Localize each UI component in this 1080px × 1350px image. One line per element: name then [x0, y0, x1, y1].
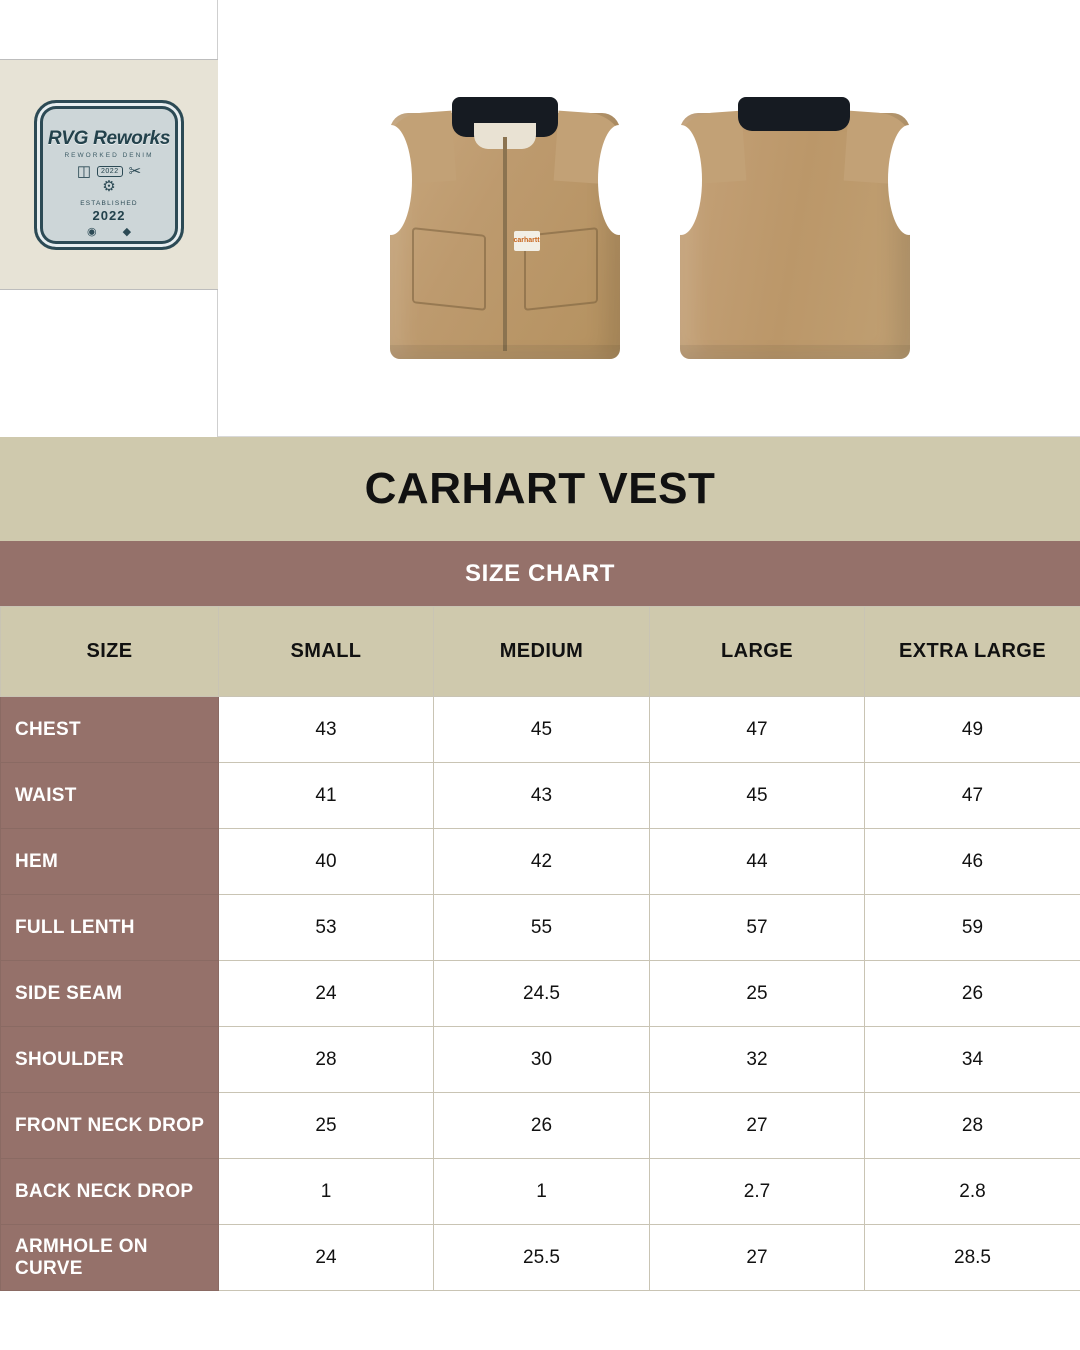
established-year: 2022	[92, 207, 126, 223]
needle-icon: ◆	[122, 225, 132, 238]
brand-logo-cell	[0, 0, 218, 437]
cell-side-seam-medium: 24.5	[434, 961, 650, 1027]
vest-front-armhole-left	[370, 125, 412, 235]
brand-tagline: REWORKED DENIM	[64, 151, 154, 159]
cell-front-neck-drop-large: 27	[650, 1093, 865, 1159]
sewing-machine-icon: ⚙	[102, 177, 116, 195]
vest-front-zipper	[503, 137, 507, 351]
cell-hem-extra-large: 46	[865, 829, 1080, 895]
carhartt-label	[514, 231, 540, 251]
column-header-extra-large: EXTRA LARGE	[865, 607, 1080, 697]
vest-front-image	[390, 79, 620, 359]
cell-shoulder-medium: 30	[434, 1027, 650, 1093]
carhartt-label-text: carhartt	[513, 237, 540, 244]
cell-front-neck-drop-medium: 26	[434, 1093, 650, 1159]
cell-side-seam-extra-large: 26	[865, 961, 1080, 1027]
row-header-side-seam: SIDE SEAM	[1, 961, 219, 1027]
cell-armhole-on-curve-medium: 25.5	[434, 1225, 650, 1291]
row-header-armhole-on-curve: ARMHOLE ON CURVE	[1, 1225, 219, 1291]
cell-shoulder-small: 28	[219, 1027, 434, 1093]
table-row	[1, 961, 1080, 1027]
product-title-bar	[0, 437, 1080, 541]
cell-full-length-large: 57	[650, 895, 865, 961]
table-row	[1, 895, 1080, 961]
vest-back-armhole-right	[888, 125, 930, 235]
cell-back-neck-drop-small: 1	[219, 1159, 434, 1225]
table-row	[1, 697, 1080, 763]
row-header-hem: HEM	[1, 829, 219, 895]
table-row	[1, 1159, 1080, 1225]
cell-chest-extra-large: 49	[865, 697, 1080, 763]
cell-hem-medium: 42	[434, 829, 650, 895]
brand-logo-patch	[34, 100, 184, 250]
cell-waist-small: 41	[219, 763, 434, 829]
table-row	[1, 1093, 1080, 1159]
cell-shoulder-extra-large: 34	[865, 1027, 1080, 1093]
cell-side-seam-small: 24	[219, 961, 434, 1027]
cell-side-seam-large: 25	[650, 961, 865, 1027]
cell-waist-extra-large: 47	[865, 763, 1080, 829]
cell-front-neck-drop-extra-large: 28	[865, 1093, 1080, 1159]
cell-full-length-small: 53	[219, 895, 434, 961]
table-row	[1, 1225, 1080, 1291]
vest-back-hem	[680, 345, 910, 359]
product-images	[219, 0, 1080, 437]
cell-back-neck-drop-large: 2.7	[650, 1159, 865, 1225]
cell-back-neck-drop-medium: 1	[434, 1159, 650, 1225]
vest-back-image	[680, 79, 910, 359]
column-header-small: SMALL	[219, 607, 434, 697]
cell-chest-small: 43	[219, 697, 434, 763]
column-header-size: SIZE	[1, 607, 219, 697]
column-header-medium: MEDIUM	[434, 607, 650, 697]
button-icon: ◉	[86, 225, 97, 238]
brand-icon-row	[37, 164, 181, 179]
cell-waist-large: 45	[650, 763, 865, 829]
size-chart-table	[0, 606, 1080, 1291]
table-row	[1, 829, 1080, 895]
scissors-icon: ✂	[128, 162, 142, 180]
cell-armhole-on-curve-large: 27	[650, 1225, 865, 1291]
vest-front-armhole-right	[598, 125, 640, 235]
row-header-front-neck-drop: FRONT NECK DROP	[1, 1093, 219, 1159]
cell-full-length-medium: 55	[434, 895, 650, 961]
brand-bottom-icon-row	[87, 225, 131, 238]
column-header-large: LARGE	[650, 607, 865, 697]
brand-logo-box	[0, 59, 218, 290]
size-chart-body	[1, 697, 1080, 1291]
size-chart-heading: SIZE CHART	[465, 559, 615, 587]
row-header-waist: WAIST	[1, 763, 219, 829]
cell-chest-large: 47	[650, 697, 865, 763]
cell-shoulder-large: 32	[650, 1027, 865, 1093]
row-header-shoulder: SHOULDER	[1, 1027, 219, 1093]
size-chart-bar	[0, 541, 1080, 606]
cell-back-neck-drop-extra-large: 2.8	[865, 1159, 1080, 1225]
size-chart-head	[1, 607, 1080, 697]
cell-hem-large: 44	[650, 829, 865, 895]
table-header-row	[1, 607, 1080, 697]
cell-hem-small: 40	[219, 829, 434, 895]
cell-armhole-on-curve-extra-large: 28.5	[865, 1225, 1080, 1291]
page-title: CARHART VEST	[364, 464, 716, 513]
vest-front-pocket-left	[412, 227, 486, 311]
vest-back-armhole-left	[660, 125, 702, 235]
product-header-section	[0, 0, 1080, 437]
table-row	[1, 763, 1080, 829]
vest-back-collar	[738, 97, 850, 131]
cell-chest-medium: 45	[434, 697, 650, 763]
row-header-full-length: FULL LENTH	[1, 895, 219, 961]
row-header-chest: CHEST	[1, 697, 219, 763]
thread-spool-icon: ◫	[76, 162, 92, 180]
cell-armhole-on-curve-small: 24	[219, 1225, 434, 1291]
cell-waist-medium: 43	[434, 763, 650, 829]
row-header-back-neck-drop: BACK NECK DROP	[1, 1159, 219, 1225]
cell-front-neck-drop-small: 25	[219, 1093, 434, 1159]
vest-front-hem	[390, 345, 620, 359]
badge-year: 2022	[97, 166, 123, 177]
table-row	[1, 1027, 1080, 1093]
brand-name: RVG Reworks	[47, 127, 171, 149]
cell-full-length-extra-large: 59	[865, 895, 1080, 961]
established-label: ESTABLISHED	[80, 199, 138, 207]
